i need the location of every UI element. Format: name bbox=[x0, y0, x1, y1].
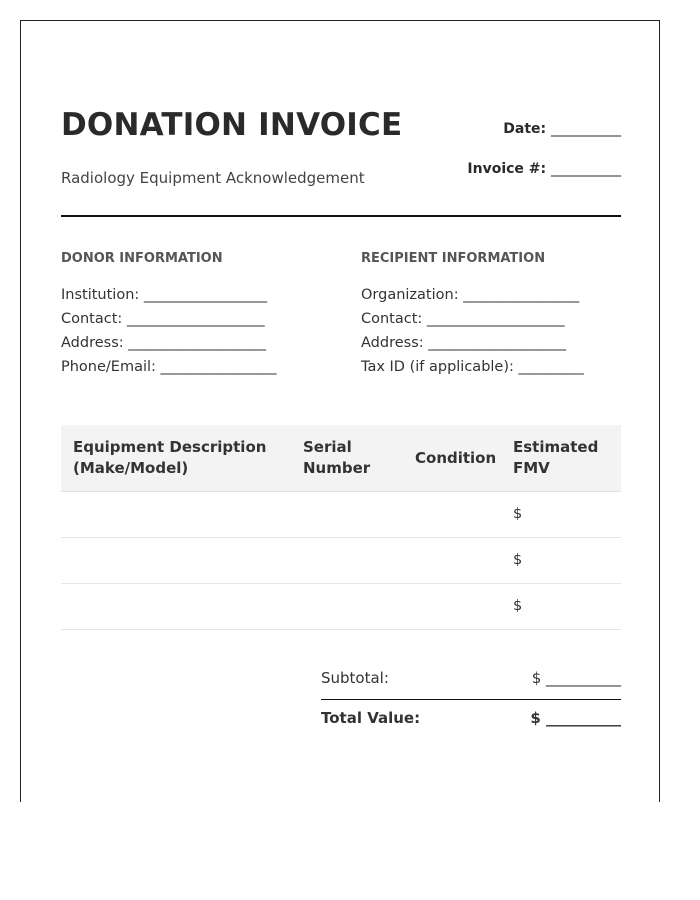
total-value-label: Total Value: bbox=[321, 709, 421, 727]
invoice-title: DONATION INVOICE bbox=[61, 107, 403, 143]
table-row[interactable] bbox=[61, 538, 621, 584]
table-header bbox=[61, 425, 621, 492]
date-field[interactable] bbox=[503, 121, 621, 137]
recipient-heading: RECIPIENT INFORMATION bbox=[361, 251, 546, 266]
table-row[interactable] bbox=[61, 492, 621, 538]
donor-heading: DONOR INFORMATION bbox=[61, 251, 223, 266]
recipient-organization-field[interactable]: Organization: ________________ bbox=[361, 287, 580, 303]
equipment-table bbox=[61, 425, 621, 630]
total-value-amount[interactable]: $ __________ bbox=[530, 709, 621, 727]
invoice-number-label: Invoice #: bbox=[467, 161, 547, 177]
donor-contact-field[interactable]: Contact: ___________________ bbox=[61, 311, 265, 327]
fmv-cell[interactable]: $ bbox=[513, 552, 523, 568]
recipient-tax-id-field[interactable]: Tax ID (if applicable): _________ bbox=[361, 359, 584, 375]
donor-phone-email-field[interactable]: Phone/Email: ________________ bbox=[61, 359, 277, 375]
column-header-condition: Condition bbox=[415, 449, 497, 467]
invoice-subtitle: Radiology Equipment Acknowledgement bbox=[61, 169, 365, 187]
donor-address-field[interactable]: Address: ___________________ bbox=[61, 335, 266, 351]
donor-institution-field[interactable]: Institution: _________________ bbox=[61, 287, 268, 303]
recipient-address-field[interactable]: Address: ___________________ bbox=[361, 335, 566, 351]
invoice-number-field[interactable] bbox=[467, 161, 621, 177]
subtotal-label: Subtotal: bbox=[321, 669, 389, 687]
header-divider bbox=[61, 215, 621, 217]
fmv-cell[interactable]: $ bbox=[513, 598, 523, 614]
recipient-contact-field[interactable]: Contact: ___________________ bbox=[361, 311, 565, 327]
column-header-serial: Serial Number bbox=[303, 438, 371, 477]
column-header-description: Equipment Description (Make/Model) bbox=[73, 438, 267, 477]
fmv-cell[interactable]: $ bbox=[513, 506, 523, 522]
totals-divider bbox=[321, 699, 621, 700]
invoice-number-value[interactable]: __________ bbox=[551, 161, 621, 177]
date-value[interactable]: __________ bbox=[551, 121, 621, 137]
subtotal-value[interactable]: $ __________ bbox=[531, 669, 621, 687]
column-header-fmv: Estimated FMV bbox=[513, 438, 599, 477]
date-label: Date: bbox=[503, 121, 547, 137]
invoice-page bbox=[20, 20, 660, 802]
table-row[interactable] bbox=[61, 584, 621, 630]
